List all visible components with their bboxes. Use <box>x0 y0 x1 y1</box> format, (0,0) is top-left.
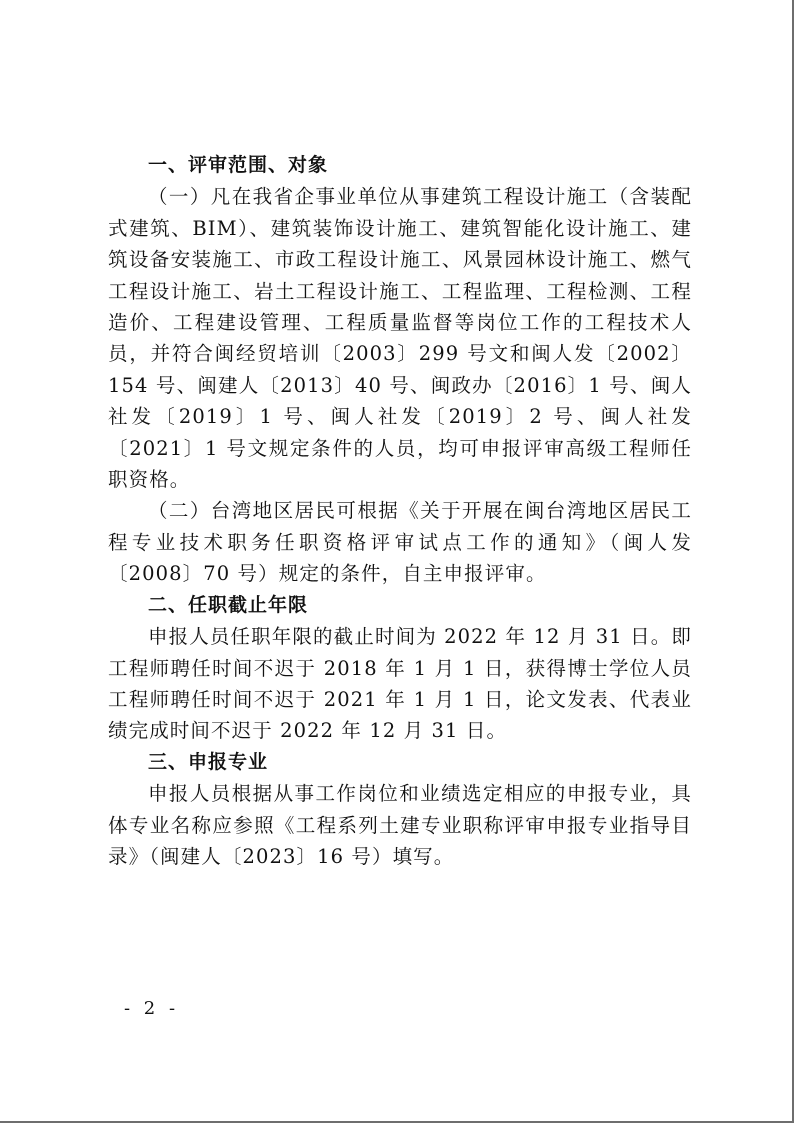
section-paragraph: （一）凡在我省企事业单位从事建筑工程设计施工（含装配式建筑、BIM）、建筑装饰设计施工、建筑智能化设计施工、建筑设备安装施工、市政工程设计施工、风景园林设计施工、燃气工程设计施工、岩土工程设计施工、工程监理、工程检测、工程造价、工程建设管理、工程质量监督等岗位工作的工程技术人员，并符合闽经贸培训〔2003〕299 号文和闽人发〔2002〕154 号、闽建人〔2013〕40 号、闽政办〔2016〕1 号、闽人社发〔2019〕1 号、闽人社发〔2019〕2 号、闽人社发〔2021〕1 号文规定条件的人员，均可申报评审高级工程师任职资格。 <box>108 185 692 492</box>
section-paragraph: 申报人员任职年限的截止时间为 2022 年 12 月 31 日。即工程师聘任时间不迟于 2018 年 1 月 1 日，获得博士学位人员工程师聘任时间不迟于 2021 年 1 月 1 日，论文发表、代表业绩完成时间不迟于 2022 年 12 月 31 日。 <box>108 625 692 743</box>
section-deadline <box>108 590 692 747</box>
section-heading: 三、申报专业 <box>148 750 269 773</box>
section-paragraph: （二）台湾地区居民可根据《关于开展在闽台湾地区居民工程专业技术职务任职资格评审试点工作的通知》（闽人发〔2008〕70 号）规定的条件，自主申报评审。 <box>108 499 692 586</box>
document-body <box>108 150 692 872</box>
page-number: - 2 - <box>124 998 180 1019</box>
section-specialty <box>108 747 692 873</box>
section-heading: 二、任职截止年限 <box>148 593 309 616</box>
section-scope <box>108 150 692 590</box>
section-heading: 一、评审范围、对象 <box>148 154 329 176</box>
section-paragraph: 申报人员根据从事工作岗位和业绩选定相应的申报专业，具体专业名称应参照《工程系列土建专业职称评审申报专业指导目录》（闽建人〔2023〕16 号）填写。 <box>108 782 692 868</box>
